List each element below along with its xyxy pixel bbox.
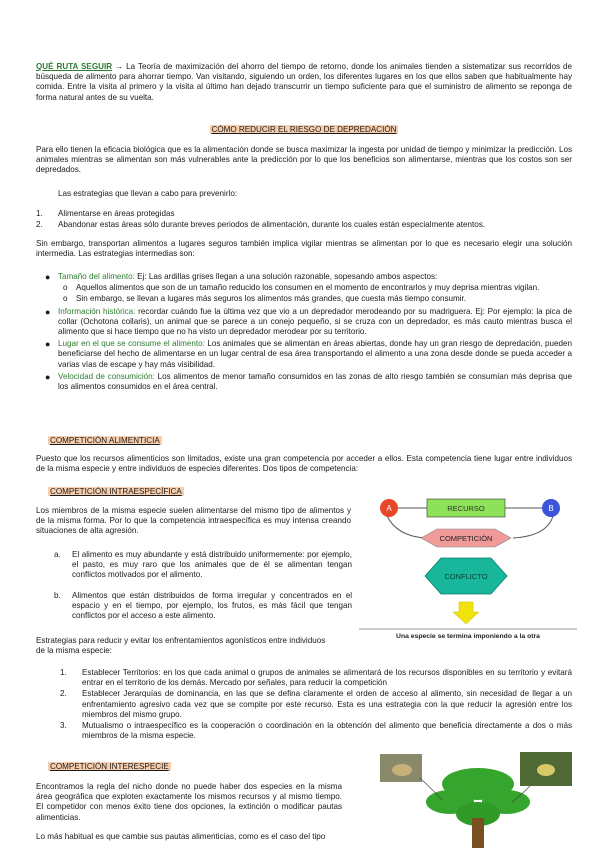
depredacion-intro: Para ello tienen la eficacia biológica que es la alimentación donde se busca maximizar la ingesta por unidad de tiempo y minimizar la predicción. Los animales mientras se alimentan son más vulnerables ante la predicción por lo que los beneficios son alimentarse, mientras que los costos son ser depredados. [36, 145, 572, 175]
intra-heading: COMPETICIÓN INTRAESPECÍFICA [50, 487, 182, 496]
diagram-caption: Una especie se termina imponiendo a la otra [396, 633, 540, 640]
list-item: 2. Establecer Jerarquías de dominancia, en las que se defina claramente el orden de acceso al alimento, sin necesidad de llegar a un enfrentamiento agresivo cada vez que se compite por este recurso. Esta es una estrategia con la que reducir la agresión entre los miembros del mismo grupo. [60, 689, 572, 719]
competicion-heading-wrap [48, 436, 162, 446]
list-item: 1. Establecer Territorios: en los que cada animal o grupos de animales se alimentará de los recursos disponibles en su territorio y evitará entrar en el territorio de los demás. Mercado por señales, para reducir la competición [60, 668, 572, 688]
list-item: ● Información histórica: recordar cuándo fue la última vez que vio a un depredador merodeando por su madriguera. Ej: Por ejemplo: la pica de collar (Ochotona collaris), un animal que se parece a un conejo pequeño, si se cruza con un depredador, es más cauto mientras busca el alimento que si hace tiempo que no ha visto un depredador merodear por su territorio. [45, 306, 572, 337]
intra-heading-wrap [48, 487, 184, 497]
depredacion-strategies-intro: Las estrategias que llevan a cabo para prevenirlo: [58, 189, 238, 198]
list-item: a. El alimento es muy abundante y está distribuido uniformemente: por ejemplo, el pasto, es muy raro que los animales que de él se alimentan tengan conflictos motivados por el alimento. [54, 550, 352, 580]
list-item: o Aquellos alimentos que son de un tamaño reducido los consumen en el momento de encontrarlos y muy deprisa mientras vigilan. [63, 283, 540, 293]
list-item: ● Velocidad de consumición: Los alimentos de menor tamaño consumidos en las zonas de alto riesgo también se consumían más deprisa que los alimentos consumidos en el área central. [45, 371, 572, 392]
arrow-down-icon [453, 602, 479, 624]
inter-heading-wrap [48, 762, 171, 772]
conflicto-label: CONFLICTO [444, 572, 488, 581]
inter-tail: Lo más habitual es que cambie sus pautas alimenticias, como es el caso del tipo [36, 832, 326, 841]
intra-text: Los miembros de la misma especie suelen alimentarse del mismo tipo de alimentos y de la misma forma. Por lo que la competencia intraespecífica es muy intensa creando situaciones de alta agresión. [36, 506, 351, 536]
a-label: A [386, 504, 392, 513]
depredacion-heading: CÓMO REDUCIR EL RIESGO DE DEPREDACIÓN [211, 125, 397, 134]
list-item: b. Alimentos que están distribuidos de forma irregular y concentrados en el espacio y en el tiempo, por ejemplo, los frutos, es más fácil que tengan conflictos por el acceso a este alimento. [54, 590, 352, 621]
intra-strategies-intro: Estrategias para reducir y evitar los enfrentamientos agonísticos entre individuos de la misma especie: [36, 636, 326, 656]
inter-heading: COMPETICIÓN INTERESPECIE [50, 762, 169, 771]
intra-strategies [60, 668, 572, 741]
list-item: 3. Mutualismo o intraespecífico es la cooperación o coordinación en la obtención del alimento que beneficia directamente a dos o más miembros de la misma especie. [60, 721, 572, 741]
list-item: 1. Alimentarse en áreas protegidas [36, 209, 175, 218]
recurso-label: RECURSO [447, 504, 485, 513]
list-item: ● Lugar en el que se consume el alimento: Los animales que se alimentan en áreas abiertas, donde hay un gran riesgo de depredación, pueden beneficiarse del hecho de alimentarse en un lugar central de esa área transportando el alimento a una zona desde donde se pueda acceder a varias vías de escape y hay más visibilidad. [45, 339, 572, 369]
list-item: 2. Abandonar estas áreas sólo durante breves periodos de alimentación, durante los cuales están especialmente atentos. [36, 220, 485, 230]
intra-items [54, 550, 352, 621]
ruta-title: QUÉ RUTA SEGUIR [36, 62, 113, 71]
competition-diagram [357, 488, 579, 648]
inter-text: Encontramos la regla del nicho donde no puede haber dos especies en la misma área geográfica que exploten exactamente los mismos recursos y al mismo tiempo. El competidor con menos éxito tiene dos opciones, la extinción o modificar pautas alimenticias. [36, 782, 342, 822]
b-label: B [548, 504, 554, 513]
strategies-bullets [45, 272, 572, 392]
arrow-glyph: → [115, 62, 124, 71]
list-item: ● Tamaño del alimento: Ej: Las ardillas grises llegan a una solución razonable, sopesando ambos aspectos: o Aquellos alimentos que son de un tamaño reducido los consumen en el momento de encontrarlos y muy deprisa mientras vigilan. o Sin embargo, se llevan a lugares más seguros los alimentos más grandes, que cuesta más tiempo consumir. [58, 272, 572, 305]
tree-illustration [380, 752, 576, 848]
list-item: o Sin embargo, se llevan a lugares más seguros los alimentos más grandes, que cuesta más tiempo consumir. [63, 294, 467, 304]
competicion-heading: COMPETICIÓN ALIMENTICIA [50, 436, 160, 445]
competicion-intro: Puesto que los recursos alimenticios son limitados, existe una gran competencia por acceder a ellos. Esta competencia tiene lugar entre individuos de la misma especie y entre individuos de especies diferentes. Dos tipos de competencia: [36, 454, 572, 474]
competicion-label: COMPETICIÓN [439, 534, 493, 543]
ruta-paragraph [36, 62, 572, 103]
depredacion-list [36, 209, 572, 230]
ruta-text: La Teoría de maximización del ahorro del tiempo de retorno, donde los animales tienden a sistematizar sus recorridos de búsqueda de alimento para ahorrar tiempo. Van visitando, siguiendo un orden, los diferentes lugares en los que ellos saben que habitualmente hay comida. Entre la visita al primero y la visita al último han dejado transcurrir un tiempo suficiente para que el suministro de alimento se reponga de forma natural antes de su vuelta. [36, 62, 573, 102]
depredacion-intermediate: Sin embargo, transportan alimentos a lugares seguros también implica vigilar mientras se alimentan por lo que es necesario elegir una solución intermedia. Las estrategias intermedias son: [36, 239, 572, 259]
depredacion-heading-wrap [36, 125, 572, 135]
sub-list [63, 283, 572, 304]
